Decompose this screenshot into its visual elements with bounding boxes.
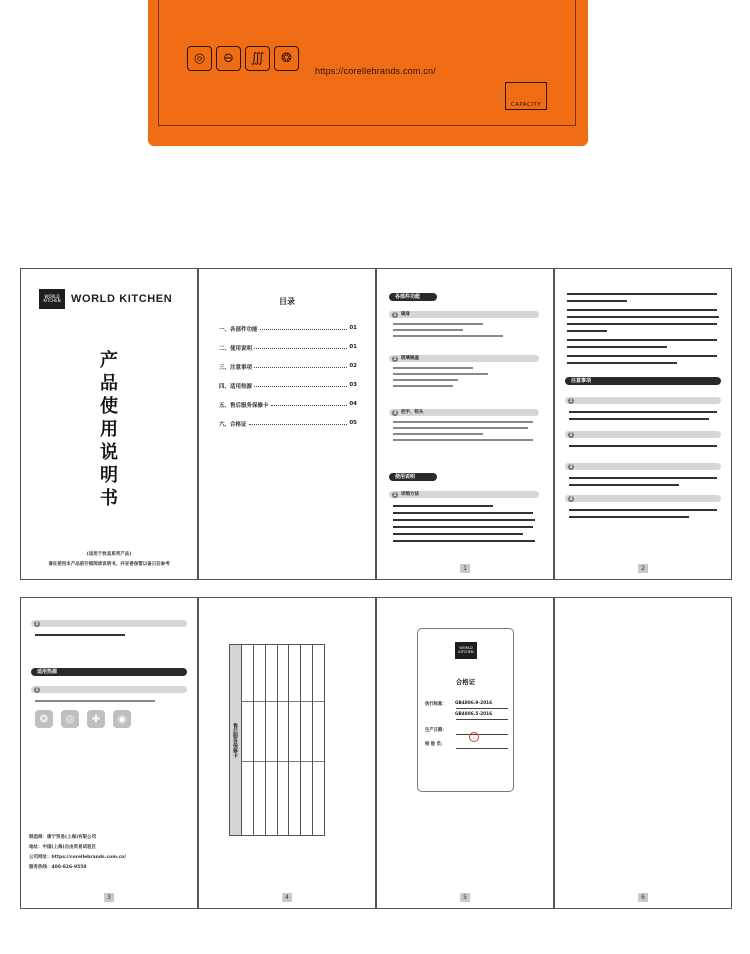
toc-item: 六、合格证 05 — [219, 420, 357, 428]
subsection-heading: 2 玻璃锅盖 — [389, 355, 539, 362]
cert-standard-2: GB4806.5-2016 — [455, 712, 493, 717]
section-heading: 注意事项 — [565, 377, 721, 385]
section-heading: 使用说明 — [389, 473, 437, 481]
company-name: 制造商：康宁贸易(上海)有限公司 — [29, 835, 97, 840]
toc-title: 目录 — [279, 297, 295, 306]
gas-burner-icon: ❂ — [274, 46, 299, 71]
qc-stamp-icon: ✓ — [469, 732, 479, 742]
page-number: 2 — [638, 564, 648, 573]
brand — [39, 289, 172, 309]
page-number: 3 — [104, 893, 114, 902]
cover-note: (适用于炊具系列产品) — [86, 552, 132, 557]
company-address: 地址：中国(上海)自由贸易试验区 — [29, 845, 97, 850]
gas-stove-icon: ❂ — [35, 710, 53, 728]
warranty-table — [229, 644, 325, 836]
warranty-title: 售后服务保修卡 — [230, 645, 242, 835]
ceramic-stove-icon: ◉ — [113, 710, 131, 728]
page-number: 4 — [282, 893, 292, 902]
pot-icon: ◎ — [187, 46, 212, 71]
toc-item: 五、售后服务保修卡 04 — [219, 401, 357, 409]
cert-logo: WORLD KITCHEN — [455, 642, 477, 659]
subsection-heading: 3 — [565, 463, 721, 470]
cert-title: 合格证 — [455, 678, 476, 686]
subsection-heading: 5 — [31, 620, 187, 627]
pan-icon: ⊖ — [216, 46, 241, 71]
page-cover — [20, 268, 198, 580]
toc-item: 四、适用热源 03 — [219, 382, 357, 390]
subsection-heading: 1 — [31, 686, 187, 693]
subsection-heading: 4 — [565, 495, 721, 502]
induction-icon: ✚ — [87, 710, 105, 728]
page-6 — [554, 597, 732, 909]
cert-inspector-label: 检 验 员： — [425, 742, 446, 747]
page-4-warranty — [198, 597, 376, 909]
box-panel — [158, 0, 576, 126]
page-number: 5 — [460, 893, 470, 902]
toc-item: 三、注意事项 02 — [219, 363, 357, 371]
cooktop-icons — [187, 46, 299, 71]
page-3 — [20, 597, 198, 909]
service-hotline: 服务热线：400-826-9558 — [29, 865, 87, 870]
cover-note-2: 请在使用本产品前仔细阅读说明书，并妥善保管以备日后参考 — [48, 562, 170, 567]
page-1 — [376, 268, 554, 580]
brand-logo: WORLD KITCHEN — [39, 289, 65, 309]
subsection-heading: 1 — [565, 397, 721, 404]
electric-stove-icon: ◎ — [61, 710, 79, 728]
subsection-heading: 2 — [565, 431, 721, 438]
product-box — [148, 0, 588, 146]
subsection-heading: 3 把手、钮头 — [389, 409, 539, 416]
page-toc — [198, 268, 376, 580]
coil-icon: ∭ — [245, 46, 270, 71]
subsection-heading: 1 详细方法 — [389, 491, 539, 498]
page-number: 1 — [460, 564, 470, 573]
brand-name: WORLD KITCHEN — [71, 293, 173, 305]
toc-item: 一、各部件功能 01 — [219, 325, 357, 333]
page-5-certificate — [376, 597, 554, 909]
capacity-box — [505, 82, 547, 110]
box-url: https://corellebrands.com.cn/ — [315, 66, 436, 76]
cover-title: 产 品 使 用 说 明 书 — [100, 350, 118, 509]
page-number: 6 — [638, 893, 648, 902]
cert-standard-label: 执行标准： — [425, 702, 447, 707]
cert-date-label: 生产日期： — [425, 728, 447, 733]
certificate-card — [417, 628, 514, 792]
subsection-heading: 1 锅身 — [389, 311, 539, 318]
capacity-label: CAPACITY — [510, 102, 542, 108]
toc-item: 二、使用说明 01 — [219, 344, 357, 352]
section-heading: 各部件功能 — [389, 293, 437, 301]
company-site: 公司网址：https://corellebrands.com.cn/ — [29, 855, 127, 860]
page-2 — [554, 268, 732, 580]
cert-standard-1: GB4806.9-2016 — [455, 701, 493, 706]
section-heading: 适用热源 — [31, 668, 187, 676]
toc-list — [219, 325, 357, 439]
